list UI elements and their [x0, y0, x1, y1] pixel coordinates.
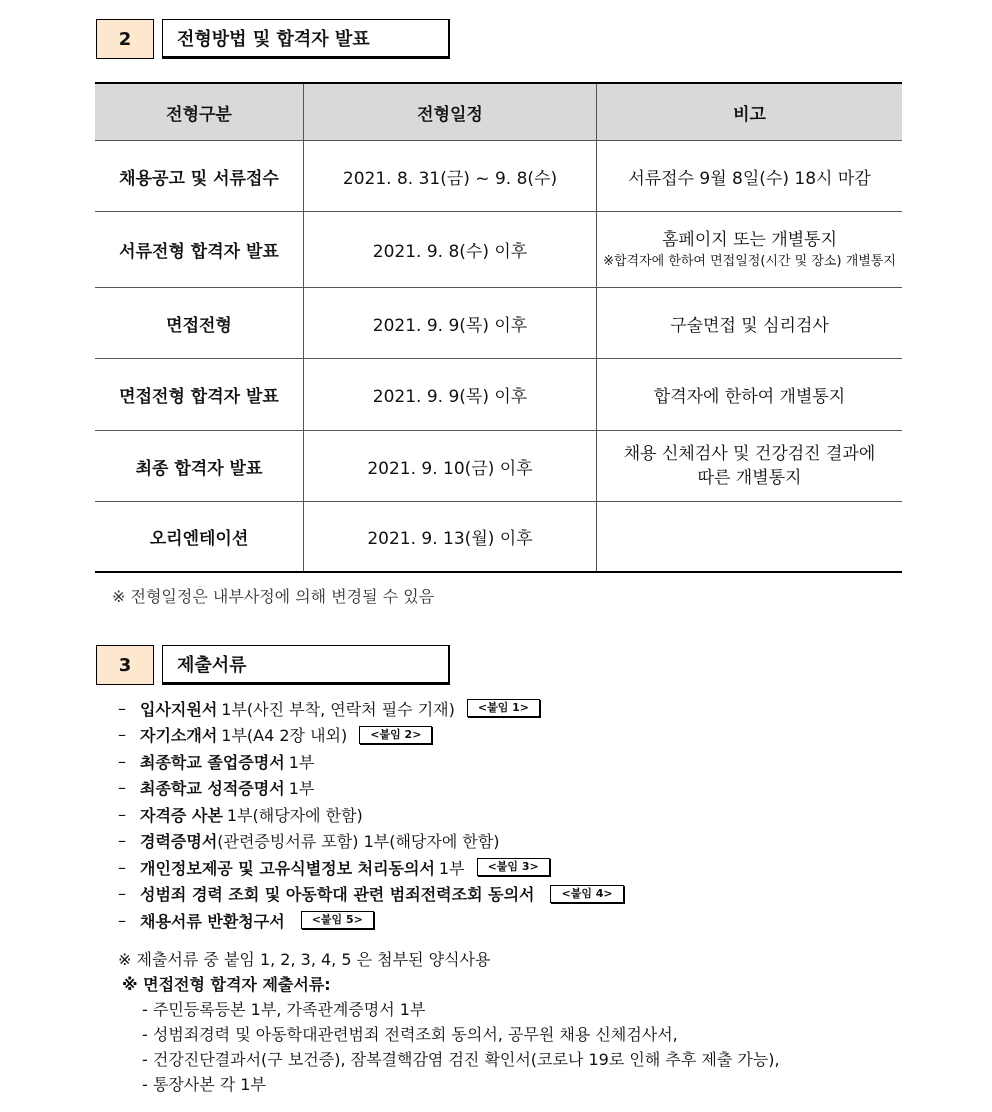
list-item: [118, 775, 624, 802]
list-item: [118, 695, 624, 722]
row-type: 오리엔테이션: [95, 502, 304, 572]
document-name: 자격증 사본: [140, 805, 223, 825]
row-remark-cell: [597, 212, 903, 288]
attachment-tag: <붙임 4>: [550, 885, 623, 903]
list-item: [118, 801, 624, 828]
document-name: 성범죄 경력 조회 및 아동학대 관련 범죄전력조회 동의서: [140, 885, 535, 905]
row-schedule: 2021. 9. 13(월) 이후: [304, 502, 597, 572]
list-dash: –: [118, 831, 126, 851]
interview-docs-heading: ※ 면접전형 합격자 제출서류:: [122, 975, 331, 994]
document-detail: 1부: [288, 779, 315, 799]
attachment-tag: <붙임 5>: [301, 911, 374, 929]
table-row: [95, 359, 902, 431]
list-item: [118, 881, 624, 908]
list-dash: –: [118, 884, 126, 904]
section-3-header: [96, 645, 450, 685]
table-row: [95, 502, 902, 572]
row-remark: 구술면접 및 심리검사: [597, 288, 903, 359]
list-dash: –: [118, 804, 126, 824]
attachment-note: ※ 제출서류 중 붙임 1, 2, 3, 4, 5 은 첨부된 양식사용: [118, 950, 491, 969]
row-remark: 합격자에 한하여 개별통지: [597, 359, 903, 431]
row-type: 채용공고 및 서류접수: [95, 141, 304, 212]
list-dash: –: [118, 698, 126, 718]
document-name: 개인정보제공 및 고유식별정보 처리동의서: [140, 858, 435, 878]
list-item: [118, 854, 624, 881]
row-remark-note: ※합격자에 한하여 면접일정(시간 및 장소) 개별통지: [603, 253, 896, 269]
list-item: - 통장사본 각 1부: [142, 1075, 266, 1094]
document-detail: 1부(사진 부착, 연락처 필수 기재): [221, 699, 455, 719]
list-item: - 성범죄경력 및 아동학대관련범죄 전력조회 동의서, 공무원 채용 신체검사서,: [142, 1025, 678, 1044]
document-detail: 1부(해당자에 한함): [226, 805, 363, 825]
row-schedule: 2021. 9. 8(수) 이후: [304, 212, 597, 288]
table-row: [95, 141, 902, 212]
section-2-header: [96, 19, 450, 59]
document-name: 최종학교 졸업증명서: [140, 752, 285, 772]
documents-list: [118, 695, 624, 934]
schedule-table: [95, 82, 902, 573]
list-item: [118, 748, 624, 775]
document-detail: 1부: [288, 752, 315, 772]
row-type: 최종 합격자 발표: [95, 431, 304, 502]
list-dash: –: [118, 857, 126, 877]
additional-notes: [118, 946, 780, 1096]
row-remark: 홈페이지 또는 개별통지: [661, 229, 838, 250]
document-detail: 1부(A4 2장 내외): [221, 726, 348, 746]
list-dash: –: [118, 725, 126, 745]
row-remark: [597, 502, 903, 572]
table-row: [95, 212, 902, 288]
row-schedule: 2021. 9. 9(목) 이후: [304, 288, 597, 359]
document-name: 채용서류 반환청구서: [140, 911, 285, 931]
row-schedule: 2021. 9. 9(목) 이후: [304, 359, 597, 431]
document-name: 최종학교 성적증명서: [140, 779, 285, 799]
table-row: [95, 431, 902, 502]
list-dash: –: [118, 751, 126, 771]
attachment-tag: <붙임 2>: [359, 726, 432, 744]
document-detail: (관련증빙서류 포함) 1부(해당자에 한함): [217, 832, 500, 852]
section-title: 전형방법 및 합격자 발표: [162, 19, 450, 59]
list-item: - 건강진단결과서(구 보건증), 잠복결핵감염 검진 확인서(코로나 19로 인해 추후 제출 가능),: [142, 1050, 780, 1069]
row-type: 면접전형 합격자 발표: [95, 359, 304, 431]
document-detail: 1부: [438, 858, 465, 878]
section-number: 3: [96, 645, 154, 685]
list-dash: –: [118, 778, 126, 798]
row-remark: 채용 신체검사 및 건강검진 결과에 따른 개별통지: [597, 431, 903, 502]
list-item: - 주민등록등본 1부, 가족관계증명서 1부: [142, 1000, 426, 1019]
row-schedule: 2021. 9. 10(금) 이후: [304, 431, 597, 502]
list-item: [118, 828, 624, 855]
row-schedule: 2021. 8. 31(금) ~ 9. 8(수): [304, 141, 597, 212]
section-title: 제출서류: [162, 645, 450, 685]
table-header-row: [95, 83, 902, 141]
list-dash: –: [118, 910, 126, 930]
attachment-tag: <붙임 3>: [477, 858, 550, 876]
list-item: [118, 722, 624, 749]
section-number: 2: [96, 19, 154, 59]
row-type: 서류전형 합격자 발표: [95, 212, 304, 288]
attachment-tag: <붙임 1>: [467, 699, 540, 717]
schedule-note: ※ 전형일정은 내부사정에 의해 변경될 수 있음: [112, 587, 435, 606]
document-name: 자기소개서: [140, 726, 218, 746]
row-remark: 서류접수 9월 8일(수) 18시 마감: [597, 141, 903, 212]
row-type: 면접전형: [95, 288, 304, 359]
column-header-type: 전형구분: [95, 83, 304, 141]
column-header-schedule: 전형일정: [304, 83, 597, 141]
column-header-remark: 비고: [597, 83, 903, 141]
document-name: 경력증명서: [140, 832, 218, 852]
table-row: [95, 288, 902, 359]
document-name: 입사지원서: [140, 699, 218, 719]
list-item: [118, 907, 624, 934]
